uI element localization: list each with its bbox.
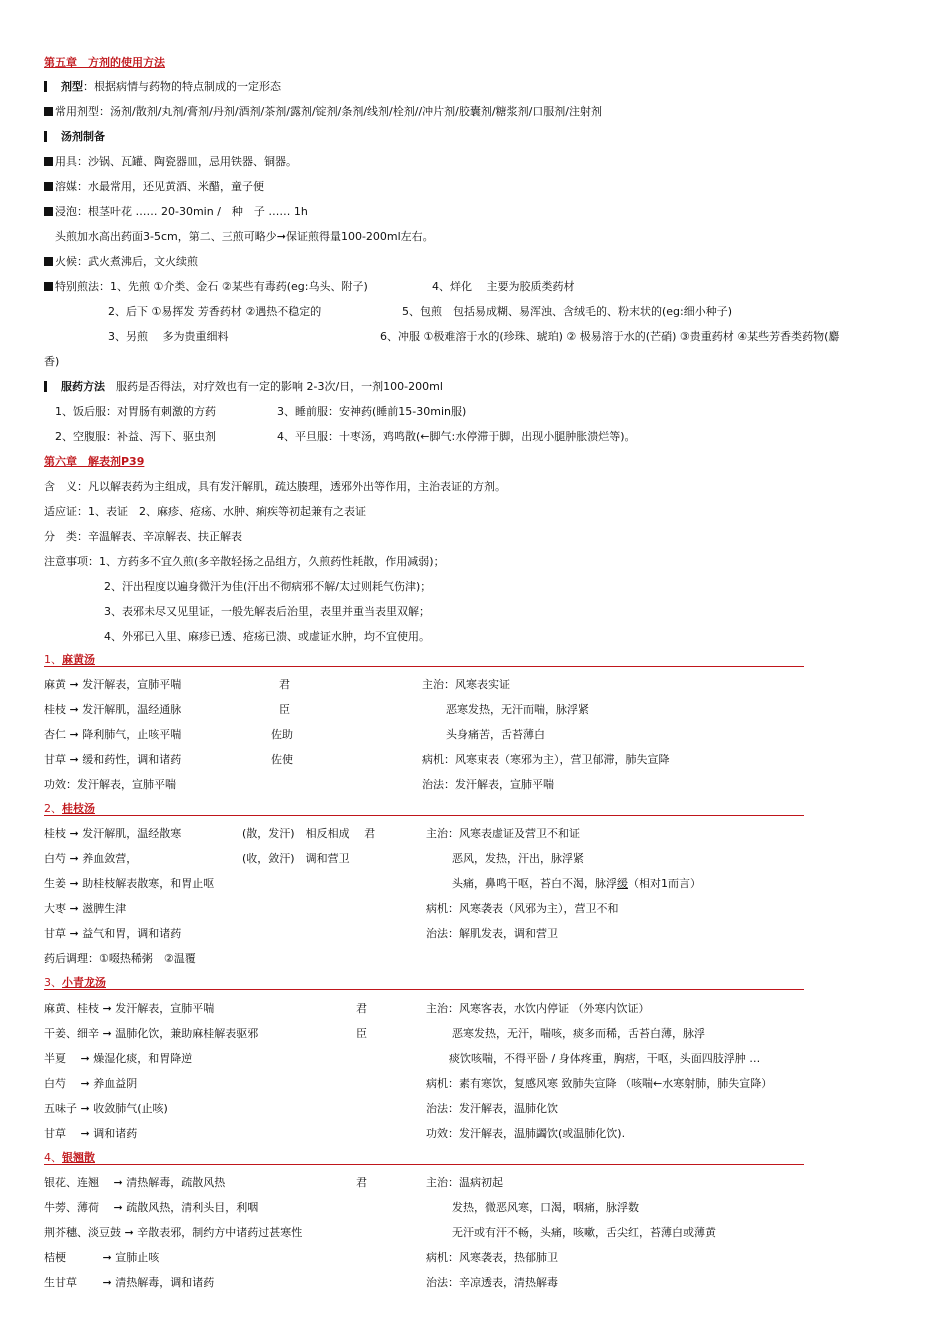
indication-text: 主治：温病初起: [426, 1176, 503, 1189]
indication-text: 恶寒发热，无汗，喘咳，痰多而稀，舌苔白薄，脉浮: [452, 1027, 705, 1040]
herb-line: 桂枝 ➞ 发汗解肌，温经散寒: [44, 827, 182, 840]
herb-line: 麻黄、桂枝 ➞ 发汗解表，宣肺平喘: [44, 1002, 215, 1015]
herb-line: 杏仁 ➞ 降利肺气，止咳平喘: [44, 728, 182, 741]
solvent-line: [44, 180, 264, 194]
dosage-form-text: ：根据病情与药物的特点制成的一定形态: [83, 80, 281, 93]
precaution-4: 4、外邪已入里、麻疹已透、疮疡已溃、或虚证水肿，均不宜使用。: [104, 630, 430, 643]
admin-2: 2、空腹服：补益、泻下、驱虫剂: [55, 430, 216, 443]
decoction-label: 汤剂制备: [61, 130, 105, 143]
soaking-line: [44, 205, 308, 219]
indication-text: 头身痛苦，舌苔薄白: [446, 728, 545, 741]
herb-line: 甘草 ➞ 益气和胃，调和诸药: [44, 927, 182, 940]
special-method-3: 3、另煎 多为贵重细料: [108, 330, 229, 343]
treatment-text: 治法：解肌发表，调和营卫: [426, 927, 558, 940]
herb-line: 荆芥穗、淡豆鼓 ➞ 辛散表邪，制约方中诸药过甚寒性: [44, 1226, 303, 1239]
herb-role: 臣: [356, 1027, 367, 1040]
utensils-text: 用具：沙锅、瓦罐、陶瓷器皿，忌用铁器、铜器。: [55, 155, 297, 168]
aftercare-line: 药后调理：①啜热稀粥 ②温覆: [44, 952, 196, 965]
section-divider: [44, 815, 804, 816]
herb-role: (收，敛汗) 调和营卫: [242, 852, 350, 865]
formula-heading: 3、小青龙汤: [44, 976, 106, 989]
section-divider: [44, 1164, 804, 1165]
classification-line: 分 类：辛温解表、辛凉解表、扶正解表: [44, 530, 242, 543]
special-method-1: [44, 280, 368, 294]
herb-line: 麻黄 ➞ 发汗解表，宣肺平喘: [44, 678, 182, 691]
indication-line: 适应证：1、表证 2、麻疹、疮疡、水肿、痢疾等初起兼有之表证: [44, 505, 366, 518]
indication-text: 发热，微恶风寒，口渴，咽痛，脉浮数: [452, 1201, 639, 1214]
administration-label: 服药方法: [61, 380, 105, 393]
formula-heading: 1、麻黄汤: [44, 653, 95, 666]
herb-role: 臣: [279, 703, 290, 716]
administration-line: [44, 380, 443, 394]
bullet-bar-icon: [44, 381, 47, 392]
soaking-text: 浸泡：根茎叶花 …… 20-30min / 种 子 …… 1h: [55, 205, 308, 218]
herb-role: 君: [279, 678, 290, 691]
herb-line: 白芍 ➞ 养血益阴: [44, 1077, 138, 1090]
indication-text: 痰饮咳喘，不得平卧 / 身体疼重，胸痞，干呕，头面四肢浮肿 …: [449, 1052, 761, 1065]
herb-line: 半夏 ➞ 燥湿化痰，和胃降逆: [44, 1052, 193, 1065]
herb-line: 生姜 ➞ 助桂枝解表散寒，和胃止呕: [44, 877, 215, 890]
herb-line: 桂枝 ➞ 发汗解肌，温经通脉: [44, 703, 182, 716]
chapter-5-title: 第五章 方剂的使用方法: [44, 56, 165, 69]
bullet-square-icon: [44, 282, 53, 291]
chapter-6-title: 第六章 解表剂P39: [44, 455, 145, 468]
heat-line: [44, 255, 198, 269]
section-divider: [44, 989, 804, 990]
section-divider: [44, 666, 804, 667]
precaution-1: 注意事项：1、方药多不宜久煎(多辛散轻扬之品组方，久煎药性耗散，作用减弱)；: [44, 555, 445, 568]
bullet-bar-icon: [44, 131, 47, 142]
dosage-form-line: [44, 80, 281, 94]
common-forms-text: 常用剂型：汤剂/散剂/丸剂/膏剂/丹剂/酒剂/茶剂/露剂/锭剂/条剂/线剂/栓剂//冲片剂/胶囊剂/糖浆剂/口服剂/注射剂: [55, 105, 602, 118]
bullet-square-icon: [44, 157, 53, 166]
herb-line: 五味子 ➞ 收敛肺气(止咳): [44, 1102, 168, 1115]
indication-text: 主治：风寒表实证: [422, 678, 510, 691]
herb-line: 大枣 ➞ 滋脾生津: [44, 902, 127, 915]
formula-name: 银翘散: [62, 1151, 95, 1164]
special-method-4: 4、烊化 主要为胶质类药材: [432, 280, 575, 293]
bullet-bar-icon: [44, 81, 47, 92]
bullet-square-icon: [44, 182, 53, 191]
special-method-1-text: 特别煎法：1、先煎 ①介类、金石 ②某些有毒药(eg:乌头、附子): [55, 280, 368, 293]
bullet-square-icon: [44, 207, 53, 216]
precaution-2: 2、汗出程度以遍身微汗为佳(汗出不彻病邪不解/太过则耗气伤津)；: [104, 580, 432, 593]
utensils-line: [44, 155, 297, 169]
definition-line: 含 义：凡以解表药为主组成，具有发汗解肌，疏达腠理，透邪外出等作用，主治表证的方剂。: [44, 480, 506, 493]
treatment-text: 治法：辛凉透表，清热解毒: [426, 1276, 558, 1289]
special-method-6-cont: 香): [44, 355, 60, 368]
bullet-square-icon: [44, 107, 53, 116]
pathogenesis-text: 病机：风寒束表（寒邪为主），营卫郁滞，肺失宣降: [422, 753, 670, 766]
effect-line: 功效：发汗解表，宣肺平喘: [44, 778, 176, 791]
pathogenesis-text: 病机：素有寒饮，复感风寒 致肺失宣降 （咳喘←水寒射肺，肺失宣降）: [426, 1077, 773, 1090]
treatment-text: 治法：发汗解表，宣肺平喘: [422, 778, 554, 791]
treatment-text: 治法：发汗解表，温肺化饮: [426, 1102, 558, 1115]
bullet-square-icon: [44, 257, 53, 266]
herb-line: 银花、连翘 ➞ 清热解毒，疏散风热: [44, 1176, 226, 1189]
formula-name: 桂枝汤: [62, 802, 95, 815]
admin-4: 4、平旦服：十枣汤，鸡鸣散(←脚气:水停滞于脚，出现小腿肿胀溃烂等)。: [277, 430, 636, 443]
special-method-6: 6、冲服 ①极难溶于水的(珍珠、琥珀) ② 极易溶于水的(芒硝) ③贵重药材 ④某些芳香类药物(麝: [380, 330, 840, 343]
herb-role: 佐使: [271, 753, 293, 766]
administration-text: 服药是否得法，对疗效也有一定的影响 2-3次/日，一剂100-200ml: [116, 380, 443, 393]
herb-role: 君: [356, 1002, 367, 1015]
herb-line: 生甘草 ➞ 清热解毒，调和诸药: [44, 1276, 215, 1289]
herb-role: 君: [356, 1176, 367, 1189]
herb-line: 白芍 ➞ 养血敛营，: [44, 852, 138, 865]
indication-text: 头痛，鼻鸣干呕，苔白不渴，脉浮缓（相对1而言）: [452, 877, 701, 890]
herb-role: (散，发汗) 相反相成 君: [242, 827, 376, 840]
heat-text: 火候：武火煮沸后，文火续煎: [55, 255, 198, 268]
precaution-3: 3、表邪未尽又见里证，一般先解表后治里，表里并重当表里双解；: [104, 605, 430, 618]
formula-heading: 2、桂枝汤: [44, 802, 95, 815]
formula-name: 麻黄汤: [62, 653, 95, 666]
indication-text: 恶寒发热，无汗而喘，脉浮紧: [446, 703, 589, 716]
special-method-5: 5、包煎 包括易成糊、易浑浊、含绒毛的、粉末状的(eg:细小种子): [402, 305, 733, 318]
herb-line: 干姜、细辛 ➞ 温肺化饮，兼助麻桂解表驱邪: [44, 1027, 259, 1040]
first-decoction-line: 头煎加水高出药面3-5cm，第二、三煎可略少➞保证煎得量100-200ml左右。: [55, 230, 434, 243]
common-forms-line: [44, 105, 602, 119]
pathogenesis-text: 病机：风寒袭表，热郁肺卫: [426, 1251, 558, 1264]
indication-text: 无汗或有汗不畅，头痛，咳嗽，舌尖红，苔薄白或薄黄: [452, 1226, 716, 1239]
formula-heading: 4、银翘散: [44, 1151, 95, 1164]
indication-text: 恶风，发热，汗出，脉浮紧: [452, 852, 584, 865]
decoction-heading: [44, 130, 105, 144]
dosage-form-label: 剂型: [61, 80, 83, 93]
special-method-2: 2、后下 ①易挥发 芳香药材 ②遇热不稳定的: [108, 305, 322, 318]
pathogenesis-text: 病机：风寒袭表（风邪为主），营卫不和: [426, 902, 619, 915]
herb-role: 佐助: [271, 728, 293, 741]
effect-text: 功效：发汗解表，温肺蠲饮(或温肺化饮).: [426, 1127, 626, 1140]
indication-text: 主治：风寒表虚证及营卫不和证: [426, 827, 580, 840]
herb-line: 桔梗 ➞ 宣肺止咳: [44, 1251, 160, 1264]
admin-3: 3、睡前服：安神药(睡前15-30min服): [277, 405, 467, 418]
solvent-text: 溶媒：水最常用，还见黄酒、米醋，童子便: [55, 180, 264, 193]
indication-text: 主治：风寒客表，水饮内停证 （外寒内饮证）: [426, 1002, 650, 1015]
herb-line: 甘草 ➞ 调和诸药: [44, 1127, 138, 1140]
herb-line: 牛蒡、薄荷 ➞ 疏散风热，清利头目，利咽: [44, 1201, 259, 1214]
admin-1: 1、饭后服：对胃肠有刺激的方药: [55, 405, 216, 418]
formula-name: 小青龙汤: [62, 976, 106, 989]
herb-line: 甘草 ➞ 缓和药性，调和诸药: [44, 753, 182, 766]
